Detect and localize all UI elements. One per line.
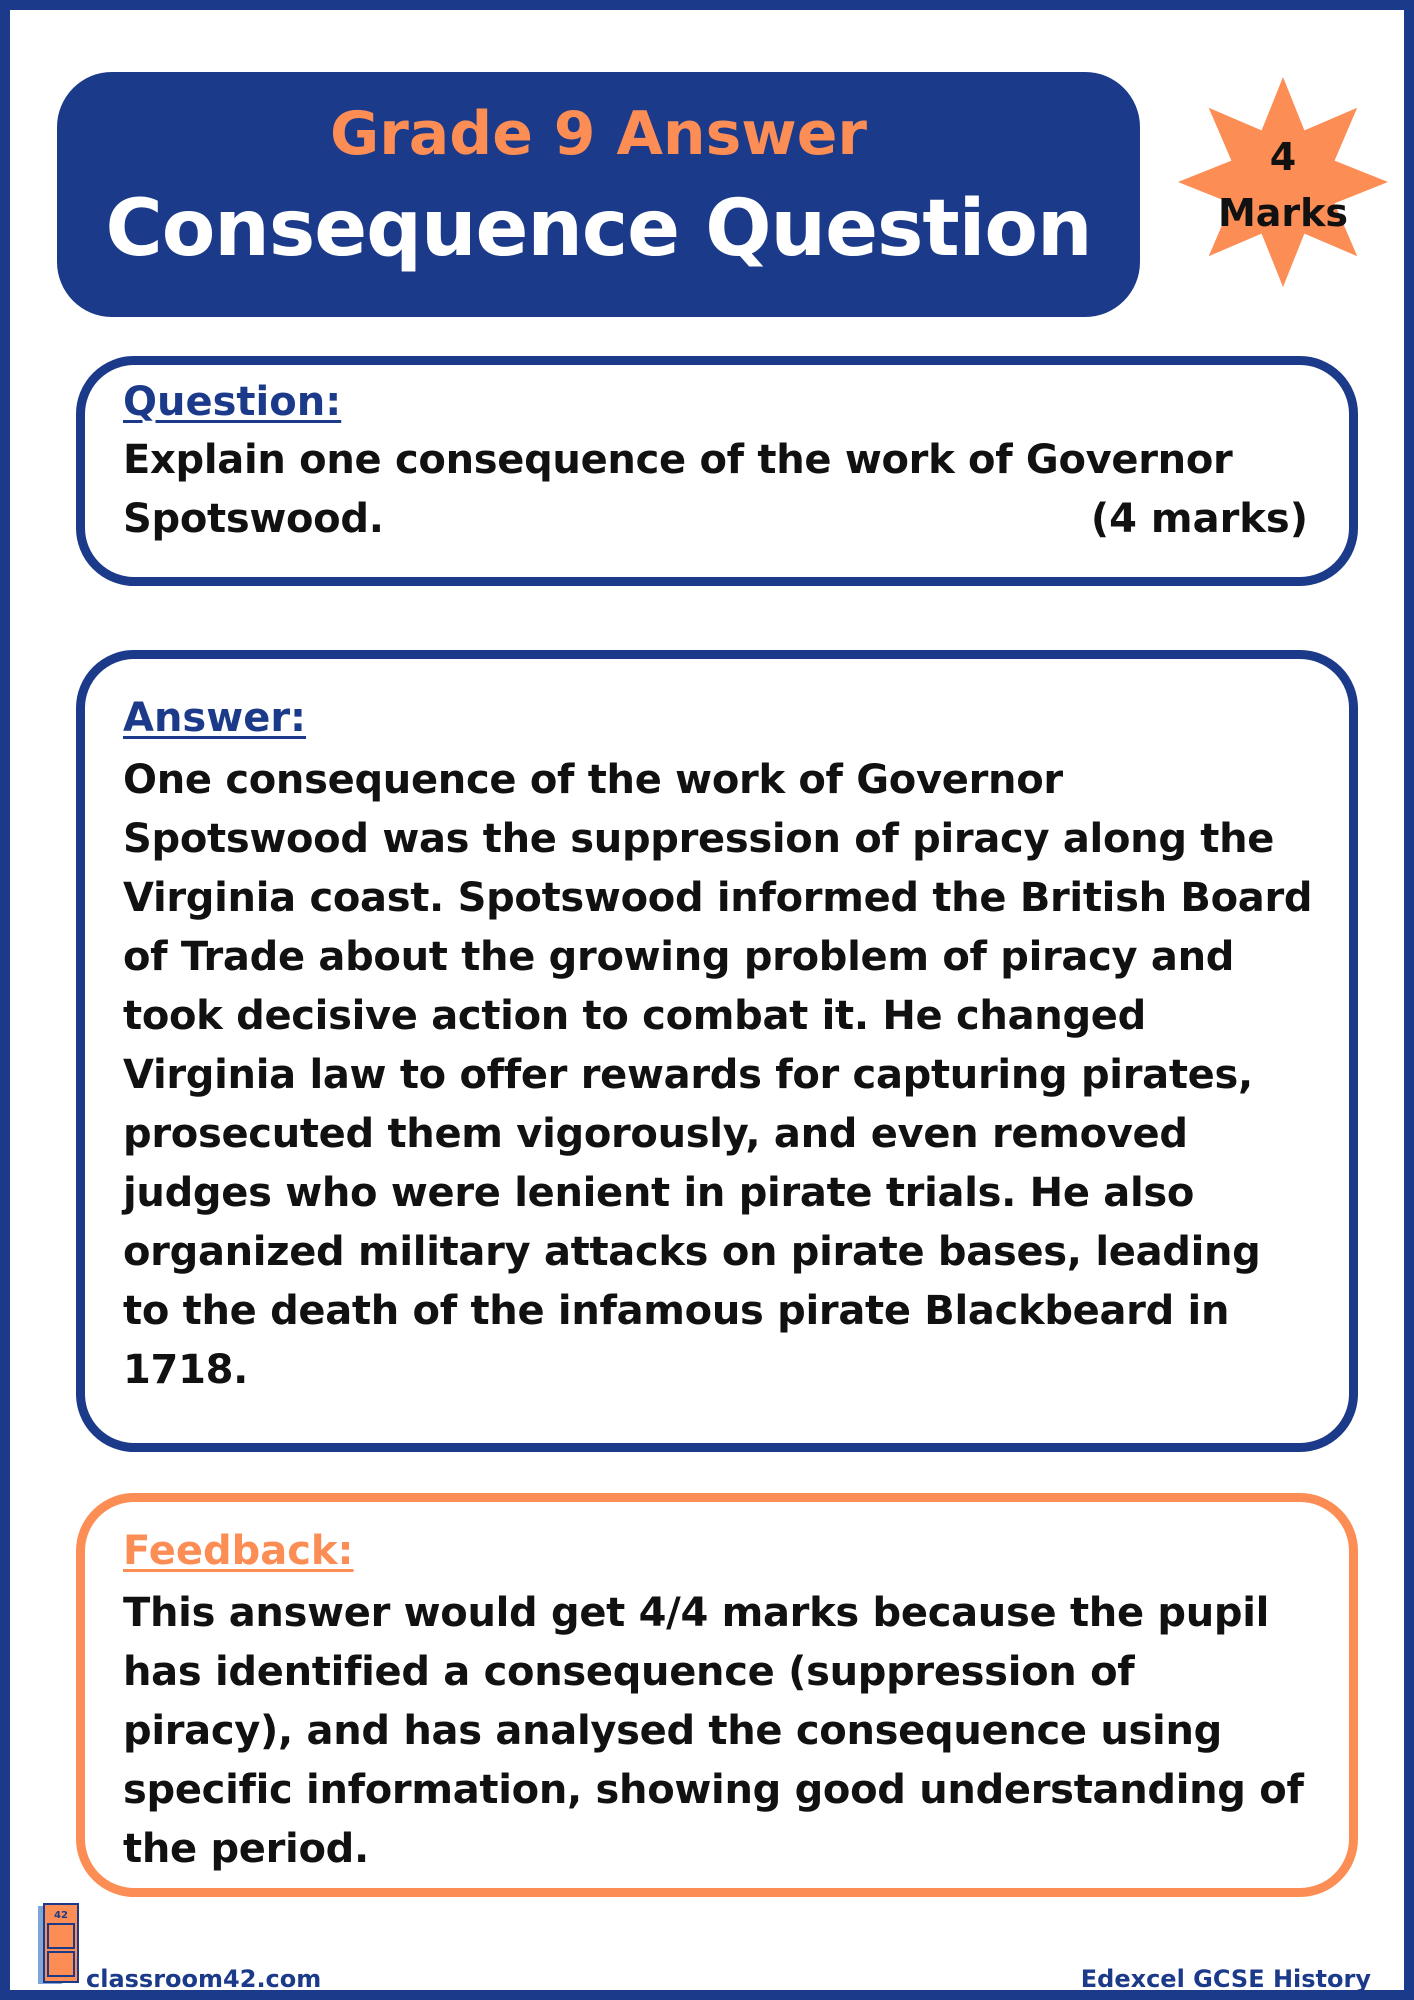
- door-logo-icon: [36, 1902, 82, 1988]
- answer-box: [76, 650, 1358, 1452]
- feedback-text: This answer would get 4/4 marks because the pupil has identified a consequence (suppression of piracy), and has analysed the consequence using specific information, showing good understanding of the period.: [123, 1590, 1304, 1872]
- badge-label: Marks: [1217, 191, 1349, 235]
- question-text: Explain one consequence of the work of Governor Spotswood.: [123, 437, 1233, 542]
- title-banner: [57, 72, 1140, 317]
- question-box: [76, 356, 1358, 586]
- page-title: Consequence Question: [105, 184, 1092, 274]
- question-marks: (4 marks): [1090, 496, 1308, 542]
- feedback-heading: Feedback:: [123, 1528, 354, 1574]
- logo-number: 42: [54, 1910, 68, 1921]
- course-label: Edexcel GCSE History: [1080, 1965, 1371, 1993]
- marks-badge: [1178, 77, 1388, 287]
- answer-text: One consequence of the work of Governor Spotswood was the suppression of piracy along the Virginia coast. Spotswood informed the British Board of Trade about the growing problem of piracy and took decisive action to combat it. He changed Virginia law to offer rewards for capturing pirates, prosecuted them vigorously, and even removed judges who were lenient in pirate trials. He also organized military attacks on pirate bases, leading to the death of the infamous pirate Blackbeard in 1718.: [123, 757, 1313, 1393]
- grade-subtitle: Grade 9 Answer: [329, 99, 868, 169]
- site-link[interactable]: classroom42.com: [86, 1965, 322, 1993]
- question-heading: Question:: [123, 379, 342, 425]
- badge-text: [1178, 129, 1388, 241]
- badge-number: 4: [1269, 135, 1297, 179]
- answer-heading: Answer:: [123, 695, 307, 741]
- feedback-box: [76, 1493, 1358, 1897]
